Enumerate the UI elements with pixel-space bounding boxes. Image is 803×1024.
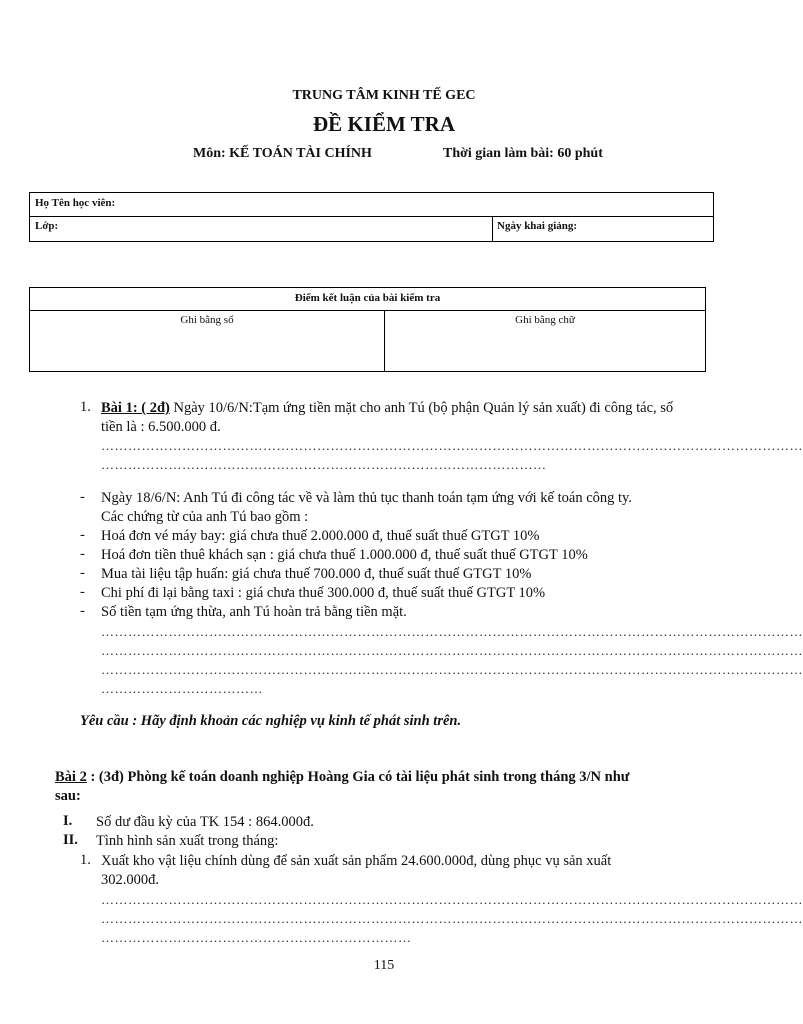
bai1-line1 xyxy=(101,399,673,418)
student-name-label: Họ Tên học viên: xyxy=(35,197,116,209)
score-in-numbers-label: Ghi bằng số xyxy=(180,314,234,326)
bai2-sub-number: 1. xyxy=(80,852,91,868)
bai1-text: Ngày 10/6/N:Tạm ứng tiền mặt cho anh Tú (bộ phận Quản lý sản xuất) đi công tác, số xyxy=(169,400,674,416)
bai2-heading-rest: : (3đ) Phòng kế toán doanh nghiệp Hoàng Gia có tài liệu phát sinh trong tháng 3/N như xyxy=(86,769,630,785)
list-item: Mua tài liệu tập huấn: giá chưa thuế 700.000 đ, thuế suất thuế GTGT 10% xyxy=(101,566,532,582)
bai2-heading: Bài 2 xyxy=(55,769,87,785)
bai1-intro-line2: Các chứng từ của anh Tú bao gồm : xyxy=(101,509,309,525)
page-number: 115 xyxy=(373,958,395,973)
answer-dots: ……………………………………………………………………………………… xyxy=(101,457,547,472)
list-item: Hoá đơn tiền thuê khách sạn : giá chưa thuế 1.000.000 đ, thuế suất thuế GTGT 10% xyxy=(101,547,588,563)
list-item: Chi phí đi lại bằng taxi : giá chưa thuế 300.000 đ, thuế suất thuế GTGT 10% xyxy=(101,585,546,601)
bai2-item-2: Tình hình sản xuất trong tháng: xyxy=(96,833,279,849)
page-title: ĐỀ KIỂM TRA xyxy=(313,112,455,136)
bai2-heading-line xyxy=(55,768,629,787)
list-item: Số tiền tạm ứng thừa, anh Tú hoàn trả bằng tiền mặt. xyxy=(101,604,407,620)
bai2-sub-line2: 302.000đ. xyxy=(101,872,159,888)
answer-dots: ………………………………………………………………………………………………………………………………………… xyxy=(101,911,803,926)
answer-dots: ………………………………………………………………………………………………………………………………………… xyxy=(101,438,803,453)
bai1-heading: Bài 1: ( 2đ) xyxy=(101,400,170,416)
score-in-words-label: Ghi bằng chữ xyxy=(515,314,575,326)
class-label: Lớp: xyxy=(35,220,59,232)
roman-numeral-1: I. xyxy=(63,813,73,829)
roman-numeral-2: II. xyxy=(63,832,78,848)
answer-dots: ………………………………………………………………………………………………………………………………………… xyxy=(101,643,803,658)
answer-dots: ………………………………………………………………………………………………………………………………………… xyxy=(101,662,803,677)
answer-dots: ………………………………………………………………………………………………………………………………………… xyxy=(101,892,803,907)
subject-label: Môn: KẾ TOÁN TÀI CHÍNH xyxy=(193,146,372,161)
list-item: Hoá đơn vé máy bay: giá chưa thuế 2.000.000 đ, thuế suất thuế GTGT 10% xyxy=(101,528,540,544)
bai1-number: 1. xyxy=(80,399,91,415)
student-info-table xyxy=(29,192,714,242)
start-date-label: Ngày khai giảng: xyxy=(497,220,578,232)
bai2-sub-line1: Xuất kho vật liệu chính dùng để sản xuất sản phẩm 24.600.000đ, dùng phục vụ sản xuất xyxy=(101,853,612,869)
bai1-intro-line1: Ngày 18/6/N: Anh Tú đi công tác về và làm thủ tục thanh toán tạm ứng với kế toán công ty. xyxy=(101,490,632,506)
answer-dots: ……………………………… xyxy=(101,681,263,696)
organization-name: TRUNG TÂM KINH TẾ GEC xyxy=(292,88,476,103)
bai2-item-1: Số dư đầu kỳ của TK 154 : 864.000đ. xyxy=(96,814,314,830)
score-table xyxy=(29,287,706,372)
bai1-line2: tiền là : 6.500.000 đ. xyxy=(101,419,221,435)
bai2-heading-line2: sau: xyxy=(55,788,81,804)
exam-time-label: Thời gian làm bài: 60 phút xyxy=(443,146,603,161)
bai1-requirement: Yêu cầu : Hãy định khoản các nghiệp vụ kinh tế phát sinh trên. xyxy=(80,713,462,729)
score-table-title: Điểm kết luận của bài kiểm tra xyxy=(294,292,441,304)
answer-dots: …………………………………………………………… xyxy=(101,930,412,945)
answer-dots: ………………………………………………………………………………………………………………………………………… xyxy=(101,624,803,639)
